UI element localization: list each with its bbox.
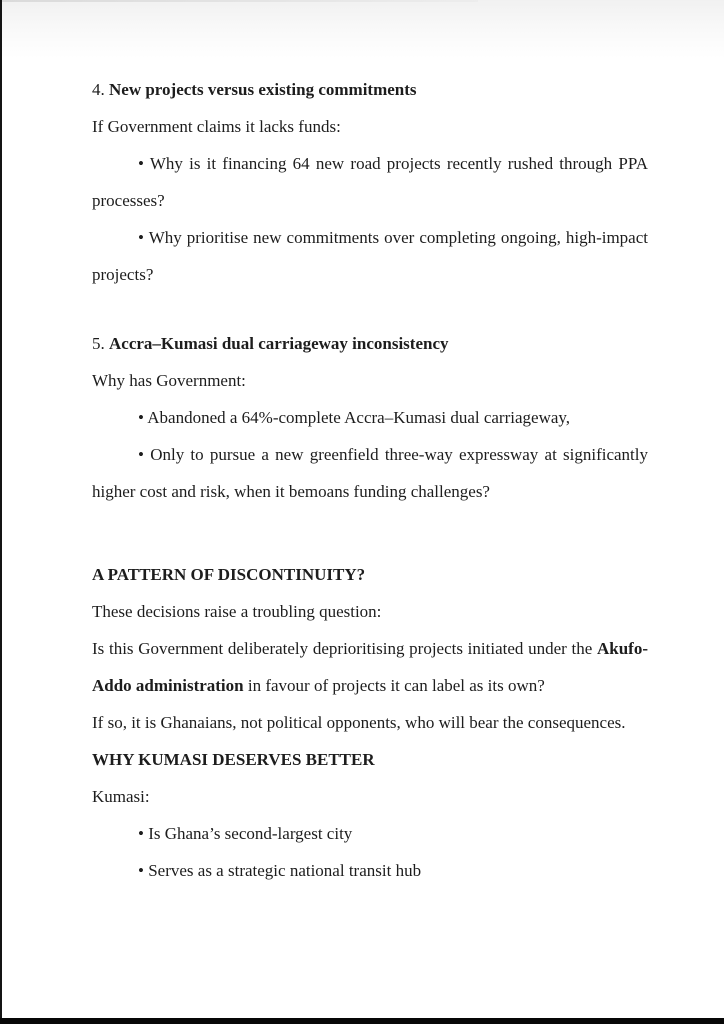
photo-left-edge-bar — [0, 0, 2, 1024]
bullet-text: Why prioritise new commitments over completing ongoing, high-impact projects? — [92, 228, 648, 284]
bullet-item — [92, 815, 648, 852]
section-5-intro: Why has Government: — [92, 371, 246, 390]
bullet-text: Is Ghana’s second-largest city — [148, 824, 353, 843]
bullet-text: Why is it financing 64 new road projects recently rushed through PPA processes? — [92, 154, 648, 210]
pattern-paragraph-1: These decisions raise a troubling question: — [92, 602, 382, 621]
kumasi-intro: Kumasi: — [92, 787, 150, 806]
photo-bottom-edge-bar — [0, 1018, 724, 1024]
bullet-icon: • — [138, 824, 144, 843]
section-4-intro: If Government claims it lacks funds: — [92, 117, 341, 136]
emphasis-text: Akufo-Addo administration — [92, 639, 648, 695]
section-4-title: New projects versus existing commitments — [109, 80, 417, 99]
kumasi-heading: WHY KUMASI DESERVES BETTER — [92, 750, 375, 769]
section-spacer — [92, 293, 648, 325]
paragraph-text: in favour of projects it can label as its own? — [243, 676, 545, 695]
bullet-text: Serves as a strategic national transit hub — [148, 861, 422, 880]
pattern-heading: A PATTERN OF DISCONTINUITY? — [92, 565, 366, 584]
bullet-item — [92, 852, 648, 889]
paragraph-text: Is this Government deliberately deprioritising projects initiated under the — [92, 639, 597, 658]
bullet-icon: • — [138, 408, 144, 427]
section-4-heading — [92, 71, 648, 108]
section-4-number: 4. — [92, 80, 105, 99]
section-5-number: 5. — [92, 334, 105, 353]
bullet-item — [92, 436, 648, 510]
bullet-item — [92, 399, 648, 436]
bullet-icon: • — [138, 228, 144, 247]
bullet-item — [92, 219, 648, 293]
bullet-icon: • — [138, 154, 144, 173]
section-5-heading — [92, 325, 648, 362]
bullet-icon: • — [138, 445, 144, 464]
bullet-text: Abandoned a 64%-complete Accra–Kumasi dual carriageway, — [147, 408, 571, 427]
section-spacer — [92, 510, 648, 556]
pattern-paragraph-3: If so, it is Ghanaians, not political opponents, who will bear the consequences. — [92, 713, 626, 732]
pattern-paragraph-2 — [92, 630, 648, 704]
section-5-title: Accra–Kumasi dual carriageway inconsistency — [109, 334, 449, 353]
bullet-text: Only to pursue a new greenfield three-way expressway at significantly higher cost and risk, when it bemoans funding challenges? — [92, 445, 649, 501]
bullet-item — [92, 145, 648, 219]
bullet-icon: • — [138, 861, 144, 880]
